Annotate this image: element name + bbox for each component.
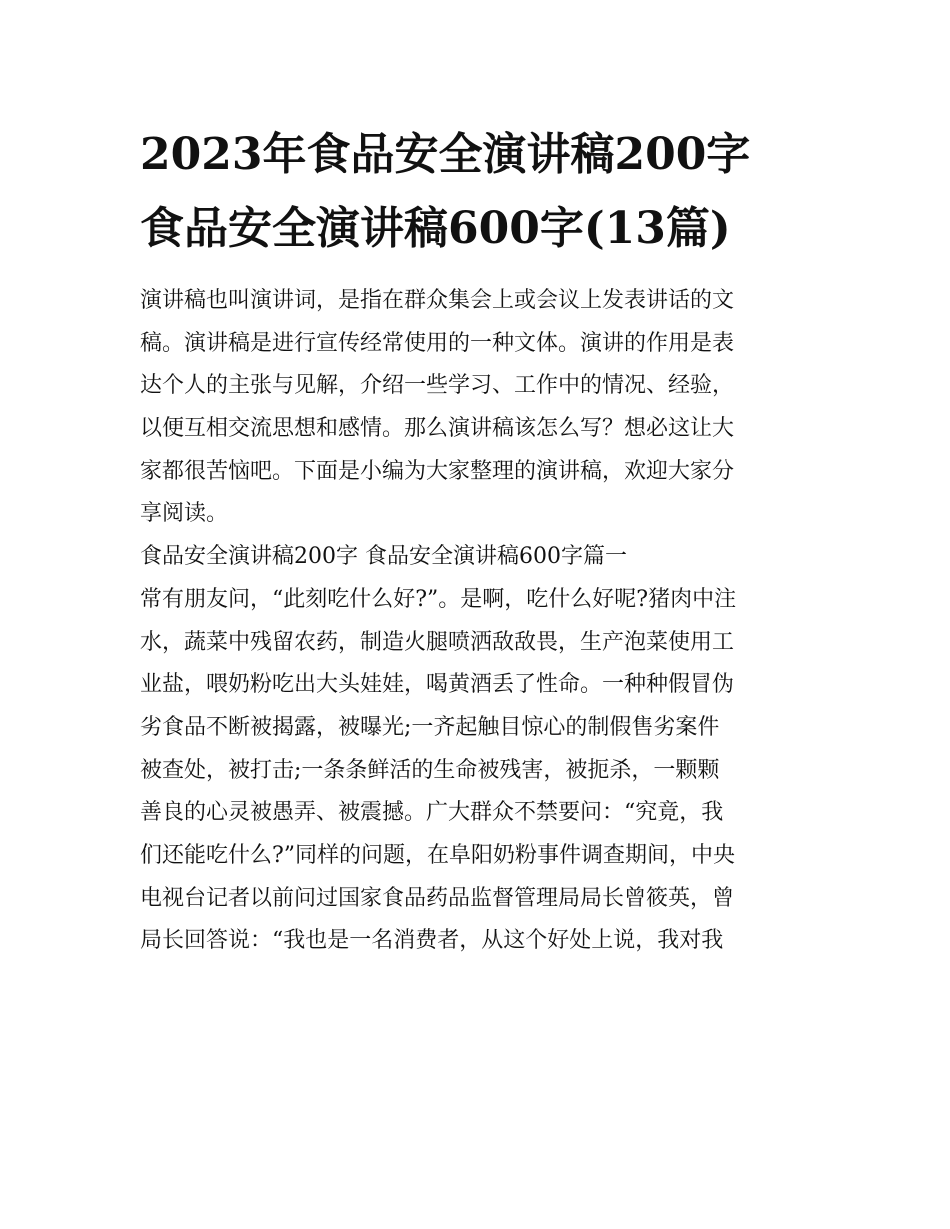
text-line: 善良的心灵被愚弄、被震撼。广大群众不禁要问：“究竟，我: [140, 800, 724, 826]
text-line: 以便互相交流思想和感情。那么演讲稿该怎么写？想必这让大: [140, 416, 735, 442]
document-body: [140, 280, 820, 963]
text-line: 演讲稿也叫演讲词，是指在群众集会上或会议上发表讲话的文: [140, 288, 735, 313]
title-line: 2023年食品安全演讲稿200字: [140, 129, 751, 180]
title-line: 食品安全演讲稿600字(13篇): [140, 203, 731, 254]
intro-paragraph: [140, 280, 820, 536]
body-paragraph: [140, 579, 820, 963]
text-line: 享阅读。: [140, 501, 229, 527]
text-line: 被查处，被打击;一条条鲜活的生命被残害，被扼杀，一颗颗: [140, 757, 720, 783]
text-line: 们还能吃什么?”同样的问题，在阜阳奶粉事件调查期间，中央: [140, 842, 736, 868]
document-title: [140, 118, 820, 266]
text-line: 常有朋友问，“此刻吃什么好?”。是啊，吃什么好呢?猪肉中注: [140, 586, 737, 612]
text-line: 达个人的主张与见解，介绍一些学习、工作中的情况、经验，: [140, 373, 735, 399]
text-line: 稿。演讲稿是进行宣传经常使用的一种文体。演讲的作用是表: [140, 330, 735, 356]
text-line: 业盐，喂奶粉吃出大头娃娃，喝黄酒丢了性命。一种种假冒伪: [140, 672, 735, 698]
text-line: 局长回答说：“我也是一名消费者，从这个好处上说，我对我: [140, 928, 724, 954]
text-line: 劣食品不断被揭露，被曝光;一齐起触目惊心的制假售劣案件: [140, 714, 720, 740]
text-line: 家都很苦恼吧。下面是小编为大家整理的演讲稿，欢迎大家分: [140, 458, 735, 484]
section-heading: 食品安全演讲稿200字 食品安全演讲稿600字篇一: [140, 544, 627, 570]
text-line: 电视台记者以前问过国家食品药品监督管理局局长曾筱英，曾: [140, 885, 735, 911]
text-line: 水，蔬菜中残留农药，制造火腿喷洒敌敌畏，生产泡菜使用工: [140, 629, 735, 655]
